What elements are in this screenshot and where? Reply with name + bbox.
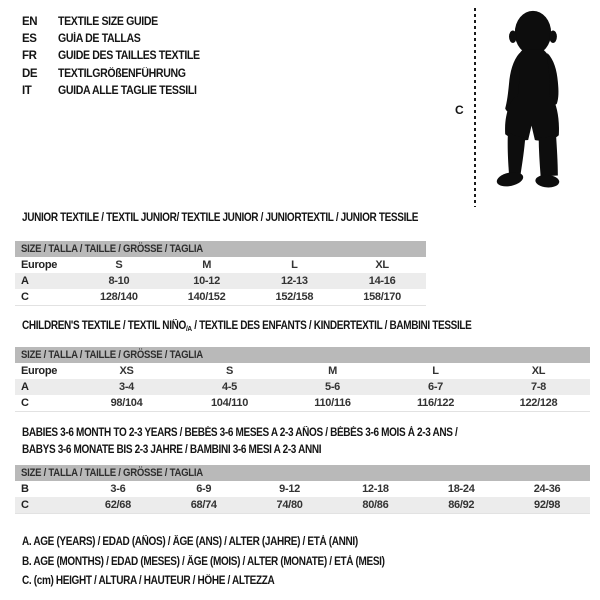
size-table-children (15, 347, 590, 412)
row-label: C (21, 291, 29, 303)
age-cell: 3-6 (110, 483, 126, 495)
language-code: FR (22, 50, 37, 63)
height-cell: 68/74 (190, 499, 217, 511)
age-cell: 14-16 (368, 275, 396, 287)
title-line-2: BABYS 3-6 MONATE BIS 2-3 JAHRE / BAMBINI 3-6 MESI A 2-3 ANNI (22, 443, 322, 456)
height-cell: 80/86 (362, 499, 389, 511)
size-header-band (15, 465, 590, 481)
row-label: Europe (21, 259, 58, 271)
section-title-babies (22, 425, 457, 458)
size-cell: XL (375, 259, 389, 271)
language-code: IT (22, 85, 32, 98)
row-label: C (21, 397, 29, 409)
age-cell: 5-6 (325, 381, 340, 393)
height-cell: 98/104 (110, 397, 143, 409)
size-header-text: SIZE / TALLA / TAILLE / GRÖSSE / TAGLIA (21, 467, 203, 479)
row-label: A (21, 381, 29, 393)
legend-line-b: B. AGE (MONTHS) / EDAD (MESES) / ÂGE (MOIS) / ALTER (MONATE) / ETÀ (MESI) (22, 555, 385, 568)
height-cell: 86/92 (448, 499, 475, 511)
language-code: ES (22, 33, 37, 46)
age-cell: 6-9 (196, 483, 212, 495)
table-row-europe (15, 257, 426, 273)
height-cell: 152/158 (275, 291, 314, 303)
age-cell: 18-24 (447, 483, 475, 495)
legend-line-c: C. (cm) HEIGHT / ALTURA / HAUTEUR / HÖHE / ALTEZZA (22, 575, 275, 587)
section-title-children (22, 320, 472, 333)
baby-silhouette-icon (484, 7, 580, 208)
height-measure-label: C (455, 103, 464, 117)
size-cell: L (432, 365, 439, 377)
height-cell: 74/80 (276, 499, 303, 511)
language-row-es (22, 30, 212, 47)
section-title-junior: JUNIOR TEXTILE / TEXTIL JUNIOR/ TEXTILE JUNIOR / JUNIORTEXTIL / JUNIOR TESSILE (22, 212, 419, 224)
size-header-text: SIZE / TALLA / TAILLE / GRÖSSE / TAGLIA (21, 349, 203, 361)
table-row-height (15, 395, 590, 411)
language-row-it (22, 83, 212, 100)
age-cell: 10-12 (193, 275, 220, 287)
age-cell: 8-10 (108, 275, 130, 287)
size-cell: M (202, 259, 212, 271)
height-cell: 110/116 (314, 397, 351, 409)
language-label: GUIDA ALLE TAGLIE TESSILI (58, 85, 197, 98)
language-list (22, 13, 212, 100)
language-code: EN (22, 15, 38, 28)
language-label: GUIDE DES TAILLES TEXTILE (58, 50, 200, 63)
size-cell: M (328, 365, 337, 377)
height-cell: 92/98 (534, 499, 561, 511)
language-code: DE (22, 67, 38, 80)
table-row-height (15, 289, 426, 305)
language-row-en (22, 13, 212, 30)
title-part: CHILDREN'S TEXTILE / TEXTIL NIÑO (22, 320, 186, 332)
size-header-band (15, 241, 426, 257)
height-cell: 128/140 (100, 291, 138, 303)
height-cell: 122/128 (519, 397, 558, 409)
language-label: GUÍA DE TALLAS (58, 33, 141, 46)
size-table-junior (15, 241, 426, 306)
age-cell: 7-8 (531, 381, 546, 393)
age-cell: 3-4 (119, 381, 134, 393)
row-label: B (21, 483, 29, 495)
age-cell: 9-12 (279, 483, 300, 495)
age-cell: 12-13 (281, 275, 308, 287)
table-row-age (15, 273, 426, 289)
size-cell: L (291, 259, 298, 271)
height-cell: 140/152 (187, 291, 226, 303)
size-header-text: SIZE / TALLA / TAILLE / GRÖSSE / TAGLIA (21, 243, 203, 255)
age-cell: 6-7 (428, 381, 443, 393)
height-cell: 158/170 (363, 291, 401, 303)
table-row-age (15, 379, 590, 395)
size-cell: XL (531, 365, 546, 377)
size-cell: S (115, 259, 123, 271)
height-dotted-line (474, 8, 476, 207)
legend-line-a: A. AGE (YEARS) / EDAD (AÑOS) / ÂGE (ANS) / ALTER (JAHRE) / ETÀ (ANNI) (22, 536, 358, 548)
measure-legend (22, 533, 439, 592)
height-cell: 62/68 (104, 499, 131, 511)
size-cell: S (225, 365, 234, 377)
language-row-de (22, 65, 212, 82)
size-header-band (15, 347, 590, 363)
table-row-europe (15, 363, 590, 379)
language-label: TEXTILE SIZE GUIDE (58, 15, 158, 28)
language-row-fr (22, 48, 212, 65)
age-cell: 24-36 (533, 483, 561, 495)
size-cell: XS (119, 365, 134, 377)
title-line-1: BABIES 3-6 MONTH TO 2-3 YEARS / BEBÉS 3-6 MESES A 2-3 AÑOS / BÉBÉS 3-6 MOIS À 2-3 ANS / (22, 427, 458, 439)
height-cell: 116/122 (416, 397, 455, 409)
age-cell: 4-5 (222, 381, 237, 393)
title-subscript: /A (185, 324, 192, 333)
size-table-babies (15, 465, 590, 514)
age-cell: 12-18 (362, 483, 389, 495)
language-label: TEXTILGRÖßENFÜHRUNG (58, 67, 186, 80)
title-part: / TEXTILE DES ENFANTS / KINDERTEXTIL / BAMBINI TESSILE (191, 320, 472, 332)
table-row-height (15, 497, 590, 513)
height-cell: 104/110 (210, 397, 249, 409)
table-row-age-months (15, 481, 590, 497)
row-label: Europe (21, 365, 58, 377)
row-label: C (21, 499, 29, 511)
row-label: A (21, 275, 29, 287)
